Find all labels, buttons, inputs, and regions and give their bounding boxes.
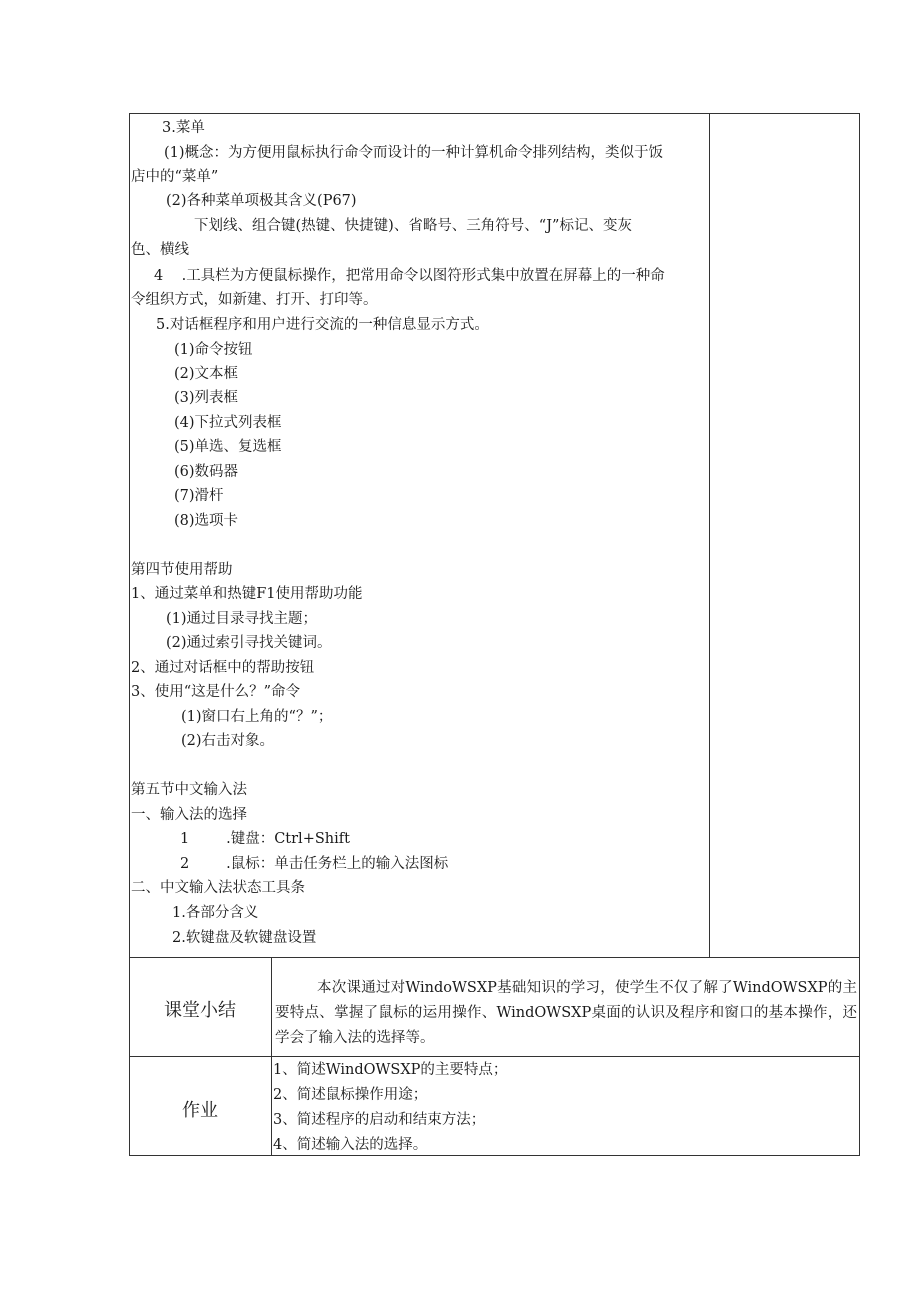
content-line: (2)各种菜单项极其含义(P67) bbox=[166, 193, 357, 209]
content-line: 1、通过菜单和热键F1使用帮助功能 bbox=[131, 586, 363, 602]
content-line: 2.软键盘及软键盘设置 bbox=[172, 930, 317, 946]
content-line: 1 .键盘：Ctrl+Shift bbox=[180, 831, 350, 847]
homework-item: 2、简述鼠标操作用途； bbox=[273, 1087, 428, 1103]
homework-item: 4、简述输入法的选择。 bbox=[273, 1137, 428, 1153]
content-line: (1)通过目录寻找主题； bbox=[166, 611, 318, 627]
content-line: (2)文本框 bbox=[174, 366, 239, 382]
content-line: (2)右击对象。 bbox=[181, 733, 275, 749]
content-line: 二、中文输入法状态工具条 bbox=[131, 880, 305, 896]
content-line: 色、横线 bbox=[131, 242, 189, 258]
content-line: 令组织方式，如新建、打开、打印等。 bbox=[131, 292, 378, 308]
content-line: (8)选项卡 bbox=[174, 513, 239, 529]
homework-label: 作业 bbox=[182, 1100, 218, 1121]
content-line: 店中的“菜单” bbox=[131, 169, 219, 185]
summary-text: 本次课通过对WindoWSXP基础知识的学习，使学生不仅了解了WindOWSXP的主要特点、掌握了鼠标的运用操作、WindOWSXP桌面的认识及程序和窗口的基本操作，还学会了输入法的选择等。 bbox=[275, 980, 857, 1046]
section-heading: 第五节中文输入法 bbox=[131, 782, 247, 798]
content-line: (3)列表框 bbox=[174, 390, 239, 406]
content-line: 2 .鼠标：单击任务栏上的输入法图标 bbox=[180, 856, 449, 872]
content-line: (5)单选、复选框 bbox=[174, 439, 282, 455]
content-line: (6)数码器 bbox=[174, 464, 239, 480]
content-line: 一、输入法的选择 bbox=[131, 807, 247, 823]
content-line: (2)通过索引寻找关键词。 bbox=[166, 635, 332, 651]
content-line: (4)下拉式列表框 bbox=[174, 415, 282, 431]
homework-item: 1、简述WindOWSXP的主要特点； bbox=[273, 1062, 508, 1078]
content-line: 5.对话框程序和用户进行交流的一种信息显示方式。 bbox=[156, 317, 489, 333]
content-line: (1)概念：为方便用鼠标执行命令而设计的一种计算机命令排列结构，类似于饭 bbox=[164, 145, 664, 161]
content-line: 1.各部分含义 bbox=[172, 905, 259, 921]
content-bottom-border bbox=[129, 957, 860, 958]
section-heading: 第四节使用帮助 bbox=[131, 562, 233, 578]
summary-label: 课堂小结 bbox=[164, 1000, 236, 1021]
content-line: (1)窗口右上角的“？”； bbox=[181, 709, 333, 725]
homework-item: 3、简述程序的启动和结束方法； bbox=[273, 1112, 486, 1128]
content-line: (7)滑杆 bbox=[174, 488, 224, 504]
content-notes-divider bbox=[709, 113, 710, 957]
content-line: 下划线、组合键(热键、快捷键)、省略号、三角符号、“J”标记、变灰 bbox=[194, 218, 632, 234]
content-line: 3.菜单 bbox=[162, 120, 205, 136]
content-line: 2、通过对话框中的帮助按钮 bbox=[131, 660, 315, 676]
content-line: 3、使用“这是什么？”命令 bbox=[131, 684, 301, 700]
content-line: (1)命令按钮 bbox=[174, 342, 253, 358]
content-line: 4 .工具栏为方便鼠标操作，把常用命令以图符形式集中放置在屏幕上的一种命 bbox=[154, 268, 665, 284]
summary-bottom-border bbox=[129, 1056, 860, 1057]
